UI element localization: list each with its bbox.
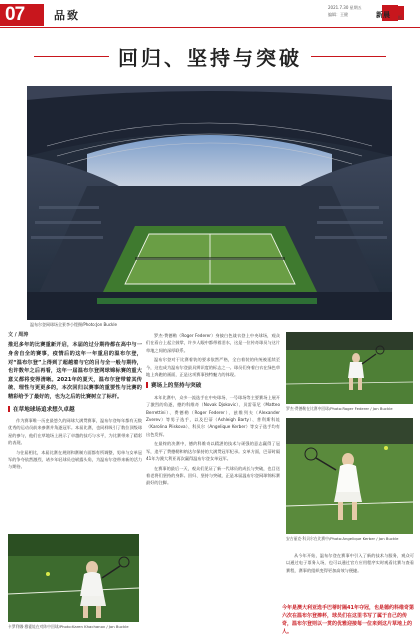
col2-paragraph-2: 温布尔登对于比赛着装的要求依然严格，全白着装的传统被延续至今，这也成为温布尔登最具辨识度的标志之一。球员们身着白衣在绿色草地上奔跑的画面，正是这项赛事独特魅力的体现。 [146, 357, 281, 378]
logo-subtext: 报 [398, 15, 402, 20]
editor-credit: 编辑：王健 [328, 12, 348, 17]
column-3 [286, 552, 414, 576]
photo-player-serve [286, 332, 413, 404]
page-number: 07 [0, 4, 44, 26]
col2-paragraph-5: 在赛事的最后一天，观众们见证了新一代球员的成长与突破，也目送着老将们坚持的身影。回归、坚持与突破，正是本届温布尔登网球锦标赛最好的注脚。 [146, 465, 281, 486]
col1-paragraph-2: 与往届相比，本届比赛在规则和赛制方面都有所调整，男单与女单冠军的争夺依然激烈，诸多年轻球员也崭露头角，为温布尔登带来新的活力与期待。 [8, 449, 143, 470]
photo-player-swing [286, 418, 413, 534]
lead-paragraph: 推迟多年的比赛重新开启，本届的过分期待都在高中与一身舍自全的赛事，疫情后的这年一年重启的温布尔登，对“温布尔登”上得到了超越着与它的目与全一般与期待，也许数年之后再看，这年一届温布尔登网球锦标赛的重大意义都将变得清晰。2021年的夏天，温布尔登带着其传统、理性与更更多的，本次回归以赛事的重要性与比赛的精彩给予了最好的，也为之后的比赛树立了标杆。 [8, 342, 142, 400]
col2-paragraph-1: 罗杰·费德勒（Roger Federer）身披白色战衣登上中央球场，观众们在看台上起立鼓掌，许多人眼中都带着泪水，这是一位传奇球员与这片草地之间的深厚联系。 [146, 333, 281, 353]
column-1 [8, 332, 142, 473]
col1-paragraph-1: 作为赛事唯一历史最悠久的网球大满贯赛事，温布尔登每年都有无数优秀的运动员前来参赛并角逐冠军。本届比赛，也同样吸引了数位顶级球星的参与，他们在草地场上展示了卓越的技巧与水平，为比赛带来了精彩的表现。 [8, 417, 143, 446]
photo-player-grass [8, 534, 139, 622]
col2-paragraph-4: 在最终的决赛中，德约科维奇以精湛的技术与顽强的意志赢得了冠军，追平了费德勒和纳达尔保持的大满贯冠军纪录。女单方面，巴蒂时隔41年为澳大利亚再次赢得温布尔登女单冠军。 [146, 441, 281, 462]
col2-paragraph-3: 本年比赛中，众多一流选手在中央球场、一号球场等主要赛场上展开了激烈的角逐，德约科维奇（Novak Djokovic）、贝雷蒂尼（Matteo Berrettini）、费德勒（Roger Federer）、兹维列夫（Alexander Zverev）等男子选手，以及巴蒂（Ashleigh Barty）、普利斯科娃（Karolina Pliskova）、科贝尔（Angelique Kerber）等女子选手均有出色发挥。 [146, 394, 280, 437]
subheading-1: 在草地球场追求想久卓越 [8, 406, 142, 414]
newspaper-logo [376, 2, 418, 24]
header-rule [0, 27, 420, 28]
main-photo-caption: 温布尔登网球场全景李小铿摄/Photo:Jon Buckle [30, 322, 117, 327]
page-header [0, 0, 420, 26]
photo-4-caption: 安吉丽克·科贝尔在比赛中/Photo:Angelique Kerber / Jon Buckle [286, 536, 399, 541]
headline-rule-right [311, 56, 386, 57]
col3-paragraph-1: 从今年开始，温布尔登在赛事中引入了新的技术与服务，观众可以通过电子票务入场，也可以通过官方应用程序实时观看比赛与查看赛程，赛事的组织变得更加高效与便捷。 [286, 553, 414, 573]
photo-2-caption: 卡罗利娜·穆霍娃在对阵中回球/Photo:Karen Khachanov / Jon Buckle [8, 624, 129, 629]
byline: 文 / 周涛 [8, 332, 29, 338]
section-title: 品致 [54, 9, 80, 22]
column-2 [146, 332, 280, 489]
subheading-2: 赛场上的坚持与突破 [146, 382, 280, 390]
main-photo-centre-court [27, 86, 392, 320]
centre-court-illustration [27, 86, 392, 320]
headline: 回归、坚持与突破 [118, 46, 302, 70]
photo-3-caption: 罗杰·费德勒在比赛中回球/Photo:Roger Federer / Jon Buckle [286, 406, 393, 411]
pull-quote: 今年是澳大利亚选手巴蒂时隔41年夺冠，也是德约科维奇第六次在温布尔登捧杯，球员们在这里书写了属于自己的传奇，温布尔登则以一贯的优雅迎接每一位来到这片草地上的人。 [282, 605, 414, 635]
logo-text: 新晨 [376, 11, 390, 19]
issue-date: 2021.7.30 星期五 [328, 5, 362, 10]
